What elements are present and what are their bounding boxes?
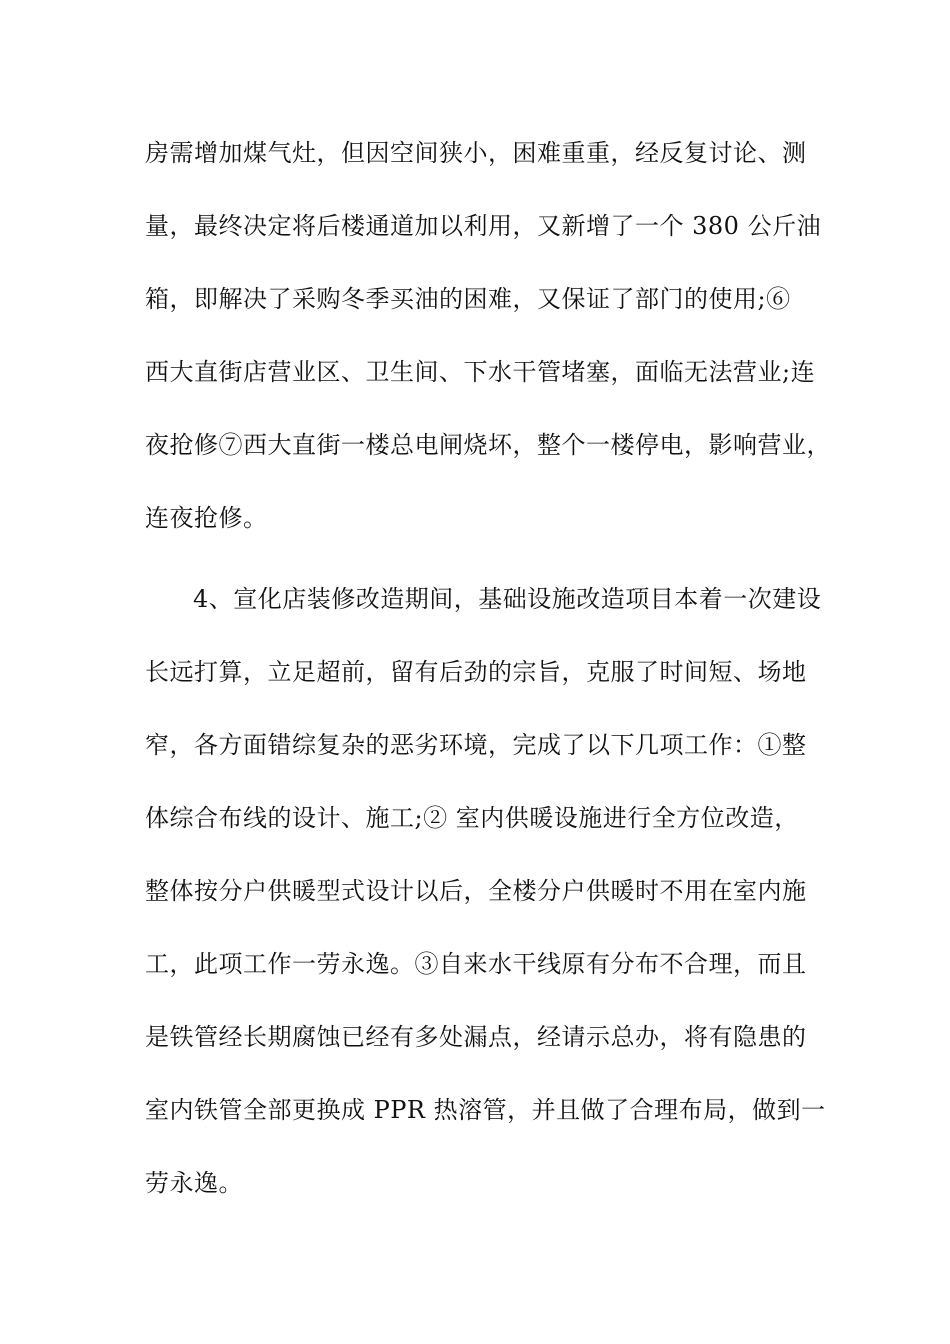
text-line: 连夜抢修。 (145, 504, 268, 532)
text-line: 房需增加煤气灶，但因空间狭小，困难重重，经反复讨论、测 (145, 139, 807, 167)
text-line: 箱，即解决了采购冬季买油的困难，又保证了部门的使用;⑥ (145, 285, 791, 313)
text-line: 量，最终决定将后楼通道加以利用，又新增了一个 380 公斤油 (145, 212, 822, 240)
text-line: 窄，各方面错综复杂的恶劣环境，完成了以下几项工作：①整 (145, 731, 807, 759)
paragraph-first-line: 4、宣化店装修改造期间，基础设施改造项目本着一次建设 (193, 585, 822, 613)
text-line: 长远打算，立足超前，留有后劲的宗旨，克服了时间短、场地 (145, 658, 807, 686)
text-line: 劳永逸。 (145, 1169, 243, 1197)
text-line: 是铁管经长期腐蚀已经有多处漏点，经请示总办，将有隐患的 (145, 1023, 807, 1051)
text-line: 体综合布线的设计、施工;② 室内供暖设施进行全方位改造， (145, 804, 799, 832)
text-line: 工，此项工作一劳永逸。③自来水干线原有分布不合理，而且 (145, 950, 807, 978)
text-line: 西大直街店营业区、卫生间、下水干管堵塞，面临无法营业;连 (145, 358, 816, 386)
text-line: 室内铁管全部更换成 PPR 热溶管，并且做了合理布局，做到一 (145, 1096, 826, 1124)
text-line: 整体按分户供暖型式设计以后，全楼分户供暖时不用在室内施 (145, 877, 807, 905)
text-line: 夜抢修⑦西大直街一楼总电闸烧坏，整个一楼停电，影响营业， (145, 431, 831, 459)
